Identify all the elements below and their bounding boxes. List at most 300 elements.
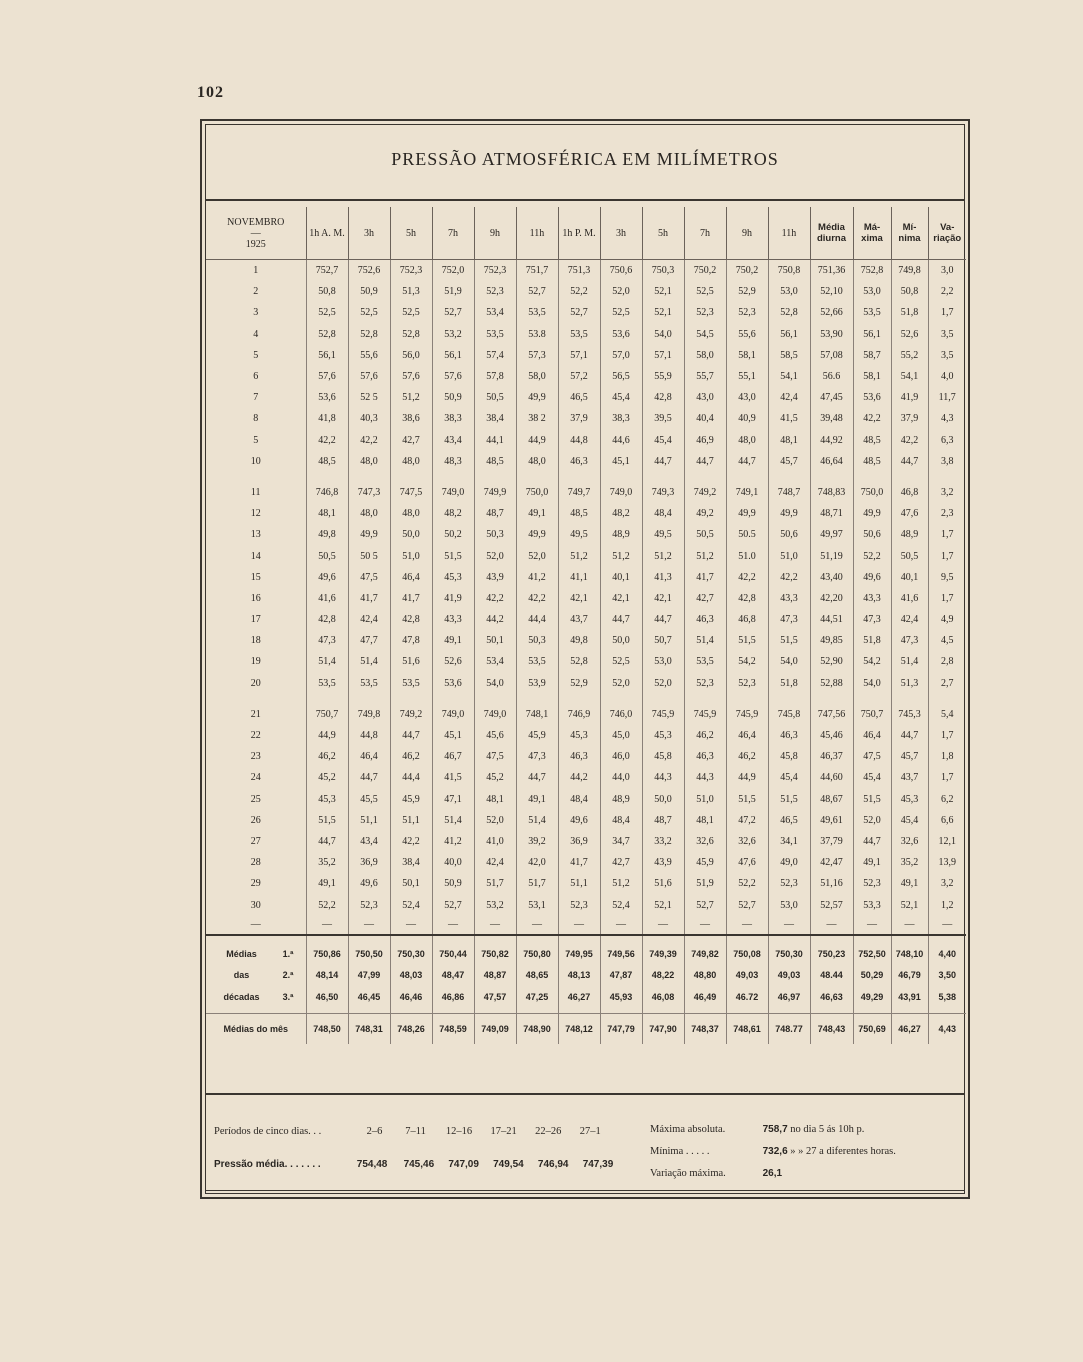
spacer-cell [726,472,768,482]
pressure-line [214,1159,623,1170]
value-cell: 43,0 [726,387,768,408]
value-cell: 53,0 [853,281,891,302]
spacer-cell [726,694,768,704]
value-cell: 44,0 [600,767,642,788]
value-cell: 45,3 [558,725,600,746]
value-cell: 37,9 [891,408,928,429]
avg-value: 748,10 [891,944,928,965]
value-cell: 43,4 [348,831,390,852]
spacer-cell [390,472,432,482]
value-cell: 57,3 [516,345,558,366]
month-average-value: 747,79 [600,1014,642,1045]
value-cell: 51,4 [306,651,348,672]
value-cell: 45,7 [768,451,810,472]
value-cell: 40,1 [891,567,928,588]
value-cell: 41,6 [306,588,348,609]
avg-value: 46,49 [684,986,726,1007]
value-cell: 55,6 [348,345,390,366]
value-cell: 46,5 [768,810,810,831]
value-cell: 57,2 [558,366,600,387]
value-cell: 52,2 [853,545,891,566]
month-average-value: 750,69 [853,1014,891,1045]
hour-header: 7h [684,207,726,260]
dash-cell: — [558,916,600,935]
value-cell: 39,2 [516,831,558,852]
spacer-cell [390,935,432,944]
value-cell: 6,3 [928,430,966,451]
value-cell: 42,2 [726,567,768,588]
value-cell: 37,9 [558,408,600,429]
value-cell: 750,7 [306,704,348,725]
value-cell: 56,1 [853,324,891,345]
value-cell: 49,6 [306,567,348,588]
table-row [206,789,966,810]
avg-value: 5,38 [928,986,966,1007]
value-cell: 51,5 [768,789,810,810]
value-cell: 6,6 [928,810,966,831]
avg-value: 750,82 [474,944,516,965]
value-cell: 52,5 [600,651,642,672]
spacer-cell [684,472,726,482]
value-cell: 48,1 [768,430,810,451]
avg-value: 47,87 [600,965,642,986]
value-cell: 56,5 [600,366,642,387]
value-cell: 3,5 [928,345,966,366]
value-cell: 44,8 [558,430,600,451]
spacer-cell [768,472,810,482]
value-cell: 52,57 [810,894,853,915]
avg-value: 749,39 [642,944,684,965]
value-cell: 749,2 [684,482,726,503]
value-cell: 41,0 [474,831,516,852]
value-cell: 42,7 [684,588,726,609]
value-cell: 53,5 [684,651,726,672]
value-cell: 53,3 [853,894,891,915]
value-cell: 49,8 [306,524,348,545]
decade-average-label: décadas [223,991,260,1002]
value-cell: 48,0 [390,503,432,524]
spacer-cell [810,694,853,704]
day-cell: 5 [253,349,259,361]
value-cell: 48,5 [558,503,600,524]
value-cell: 45,2 [474,767,516,788]
table-row [206,746,966,767]
value-cell: 57,1 [558,345,600,366]
value-cell: 750,0 [516,482,558,503]
value-cell: 745,3 [891,704,928,725]
value-cell: 49,5 [558,524,600,545]
value-cell: 45,46 [810,725,853,746]
value-cell: 47,6 [891,503,928,524]
value-cell: 41,9 [432,588,474,609]
value-cell: 45,2 [306,767,348,788]
value-cell: 53,4 [474,651,516,672]
spacer-cell [891,935,928,944]
value-cell: 38,3 [600,408,642,429]
value-cell: 51,2 [684,545,726,566]
value-cell: 50,6 [768,524,810,545]
value-cell: 58,1 [726,345,768,366]
value-cell: 47,7 [348,630,390,651]
value-cell: 5,4 [928,704,966,725]
minima-header: Mí- nima [891,207,928,260]
value-cell: 50,5 [306,545,348,566]
value-cell: 54,2 [853,651,891,672]
max-absolute-value: 758,7 [762,1124,788,1135]
value-cell: 751,36 [810,260,853,282]
day-cell: 4 [253,328,259,340]
hour-header: 5h [390,207,432,260]
spacer-row [206,935,966,944]
hour-header: 11h [768,207,810,260]
month-header: NOVEMBRO — 1925 [227,216,285,250]
avg-value: 48,03 [390,965,432,986]
value-cell: 46,3 [558,746,600,767]
avg-value: 48,13 [558,965,600,986]
value-cell: 44,3 [684,767,726,788]
max-absolute-line [650,1119,896,1141]
value-cell: 52,7 [684,894,726,915]
day-cell: 5 [253,434,259,446]
value-cell: 41,7 [558,852,600,873]
value-cell: 51,2 [390,387,432,408]
day-cell: 18 [250,635,261,647]
spacer-cell [810,472,853,482]
value-cell: 46,4 [348,746,390,767]
value-cell: 4,0 [928,366,966,387]
value-cell: 39,5 [642,408,684,429]
value-cell: 36,9 [348,852,390,873]
value-cell: 48,5 [306,451,348,472]
value-cell: 53.8 [516,324,558,345]
value-cell: 13,9 [928,852,966,873]
value-cell: 749,9 [474,482,516,503]
value-cell: 44,7 [642,451,684,472]
value-cell: 749,8 [891,260,928,282]
value-cell: 752,7 [306,260,348,282]
value-cell: 52,3 [768,873,810,894]
value-cell: 50.5 [726,524,768,545]
value-cell: 50,1 [390,873,432,894]
value-cell: 32,6 [726,831,768,852]
value-cell: 46,2 [684,725,726,746]
value-cell: 53,5 [853,302,891,323]
value-cell: 48,7 [642,810,684,831]
avg-value: 43,91 [891,986,928,1007]
value-cell: 48,0 [726,430,768,451]
value-cell: 46,8 [891,482,928,503]
value-cell: 51,2 [600,873,642,894]
value-cell: 42,7 [390,430,432,451]
value-cell: 48,0 [516,451,558,472]
value-cell: 50,5 [891,545,928,566]
value-cell: 52,7 [726,894,768,915]
value-cell: 54,0 [853,673,891,694]
value-cell: 52,2 [558,281,600,302]
value-cell: 44,7 [891,451,928,472]
period: 17–21 [490,1126,517,1137]
table-row [206,366,966,387]
value-cell: 45,3 [642,725,684,746]
value-cell: 49,9 [726,503,768,524]
value-cell: 44,7 [306,831,348,852]
value-cell: 43,7 [891,767,928,788]
value-cell: 53,4 [474,302,516,323]
value-cell: 42,2 [768,567,810,588]
periods-label: Períodos de cinco dias. . . [214,1126,322,1137]
value-cell: 44,9 [306,725,348,746]
min-label: Mínima . . . . . [650,1146,710,1157]
month-average-value: 748.77 [768,1014,810,1045]
avg-value: 750,80 [516,944,558,965]
dash-cell: — [306,916,348,935]
value-cell: 52,0 [474,545,516,566]
value-cell: 750,0 [853,482,891,503]
avg-value: 4,40 [928,944,966,965]
table-row [206,451,966,472]
dash-cell: — [516,916,558,935]
value-cell: 33,2 [642,831,684,852]
value-cell: 52,7 [516,281,558,302]
year-label: 1925 [245,238,266,250]
spacer-cell [928,694,966,704]
dash-cell: — [684,916,726,935]
value-cell: 747,3 [348,482,390,503]
day-cell: 20 [250,677,261,689]
value-cell: 49,6 [348,873,390,894]
spacer-cell [642,935,684,944]
value-cell: 55,2 [891,345,928,366]
value-cell: 47,3 [768,609,810,630]
table-row [206,567,966,588]
min-line [650,1141,896,1163]
spacer-cell [928,472,966,482]
spacer-cell [474,935,516,944]
value-cell: 41,7 [348,588,390,609]
value-cell: 750,8 [768,260,810,282]
value-cell: 53,2 [474,894,516,915]
spacer-cell [853,694,891,704]
avg-value: 47,57 [474,986,516,1007]
value-cell: 44,7 [891,725,928,746]
value-cell: 52,0 [474,810,516,831]
value-cell: 1,8 [928,746,966,767]
value-cell: 52 5 [348,387,390,408]
value-cell: 44,6 [600,430,642,451]
value-cell: 6,2 [928,789,966,810]
day-cell: 24 [250,772,261,784]
value-cell: 48,0 [348,503,390,524]
value-cell: 45,5 [348,789,390,810]
value-cell: 52,8 [348,324,390,345]
month-average-value: 748,26 [390,1014,432,1045]
dash-cell: — [642,916,684,935]
dash-cell: — [600,916,642,935]
month-average-value: 748,61 [726,1014,768,1045]
value-cell: 48,5 [474,451,516,472]
value-cell: 41,9 [891,387,928,408]
value-cell: 49,5 [642,524,684,545]
value-cell: 750,7 [853,704,891,725]
value-cell: 746,0 [600,704,642,725]
value-cell: 49,97 [810,524,853,545]
table-row [206,651,966,672]
value-cell: 752,3 [474,260,516,282]
dash-cell: — [928,916,966,935]
value-cell: 53,5 [516,651,558,672]
spacer-cell [348,694,390,704]
value-cell: 49,9 [348,524,390,545]
pressure-value: 754,48 [356,1159,388,1170]
day-cell: 25 [250,793,261,805]
avg-label-cell [206,986,306,1007]
value-cell: 45,4 [853,767,891,788]
value-cell: 45,8 [768,746,810,767]
value-cell: 52,5 [390,302,432,323]
month-average-value: 748,50 [306,1014,348,1045]
avg-value: 750,30 [768,944,810,965]
value-cell: 52,3 [348,894,390,915]
decade-average-row [206,944,966,965]
value-cell: 34,7 [600,831,642,852]
value-cell: 47,45 [810,387,853,408]
value-cell: 54,0 [642,324,684,345]
value-cell: 52,7 [432,302,474,323]
value-cell: 54,2 [726,651,768,672]
value-cell: 52,9 [558,673,600,694]
day-cell: 13 [250,529,261,541]
value-cell: 52,1 [642,302,684,323]
value-cell: 1,7 [928,524,966,545]
value-cell: 53,5 [348,673,390,694]
value-cell: 41,5 [432,767,474,788]
spacer-cell [558,472,600,482]
table-row [206,673,966,694]
spacer-cell [432,935,474,944]
value-cell: 51,7 [474,873,516,894]
hour-header: 1h P. M. [558,207,600,260]
avg-value: 46,79 [891,965,928,986]
value-cell: 747,56 [810,704,853,725]
value-cell: 48,5 [853,430,891,451]
value-cell: 44,7 [516,767,558,788]
value-cell: 52,9 [726,281,768,302]
avg-value: 50,29 [853,965,891,986]
value-cell: 51,2 [600,545,642,566]
value-cell: 58,1 [853,366,891,387]
value-cell: 53,0 [768,281,810,302]
hour-header: 3h [600,207,642,260]
avg-value: 49,03 [726,965,768,986]
value-cell: 51,1 [348,810,390,831]
avg-value: 48,65 [516,965,558,986]
value-cell: 42,2 [516,588,558,609]
month-average-value: 748,90 [516,1014,558,1045]
value-cell: 51,7 [516,873,558,894]
dash-cell: — [853,916,891,935]
value-cell: 749,2 [390,704,432,725]
dash-cell: — [250,919,261,931]
spacer-cell [206,472,306,482]
spacer-cell [642,694,684,704]
table-row [206,810,966,831]
hour-header: 1h A. M. [306,207,348,260]
media-header: Média diurna [810,207,853,260]
value-cell: 48,67 [810,789,853,810]
value-cell: 52,5 [306,302,348,323]
day-cell: 28 [250,857,261,869]
min-value: 732,6 [762,1146,788,1157]
dash-cell: — [810,916,853,935]
avg-value: 47,25 [516,986,558,1007]
table-row [206,281,966,302]
value-cell: 52,8 [768,302,810,323]
value-cell: 745,8 [768,704,810,725]
value-cell: 49,9 [768,503,810,524]
day-cell: 10 [250,455,261,467]
table-row [206,852,966,873]
value-cell: 751,3 [558,260,600,282]
value-cell: 44,7 [853,831,891,852]
avg-value: 46,50 [306,986,348,1007]
value-cell: 45,4 [642,430,684,451]
value-cell: 49,0 [768,852,810,873]
value-cell: 50,0 [390,524,432,545]
day-cell: 2 [253,286,259,298]
value-cell: 46,3 [768,725,810,746]
avg-label-cell [206,944,306,965]
table-row [206,609,966,630]
value-cell: 51,5 [853,789,891,810]
value-cell: 52,88 [810,673,853,694]
avg-value: 47,99 [348,965,390,986]
value-cell: 44,7 [348,767,390,788]
value-cell: 49,1 [306,873,348,894]
value-cell: 50 5 [348,545,390,566]
hour-header: 11h [516,207,558,260]
avg-value: 749,56 [600,944,642,965]
value-cell: 51,19 [810,545,853,566]
value-cell: 52,3 [726,302,768,323]
value-cell: 749,1 [726,482,768,503]
value-cell: 51,16 [810,873,853,894]
month-average-value: 748,59 [432,1014,474,1045]
pressure-value: 746,94 [537,1159,569,1170]
table-row [206,524,966,545]
value-cell: 40,3 [348,408,390,429]
avg-value: 749,95 [558,944,600,965]
value-cell: 53,5 [390,673,432,694]
pressure-value: 745,46 [403,1159,435,1170]
day-cell: 15 [250,571,261,583]
spacer-cell [390,694,432,704]
value-cell: 52,0 [600,673,642,694]
day-cell: 29 [250,878,261,890]
dash-row [206,916,966,935]
value-cell: 42,2 [390,831,432,852]
value-cell: 46,2 [726,746,768,767]
value-cell: 52,7 [432,894,474,915]
table-row [206,482,966,503]
decade-number: 3.ª [282,991,294,1002]
table-row [206,260,966,282]
value-cell: 42,1 [600,588,642,609]
value-cell: 750,6 [600,260,642,282]
value-cell: 53,0 [642,651,684,672]
value-cell: 47,1 [432,789,474,810]
decade-average-label: Médias [226,949,257,960]
value-cell: 38,4 [390,852,432,873]
